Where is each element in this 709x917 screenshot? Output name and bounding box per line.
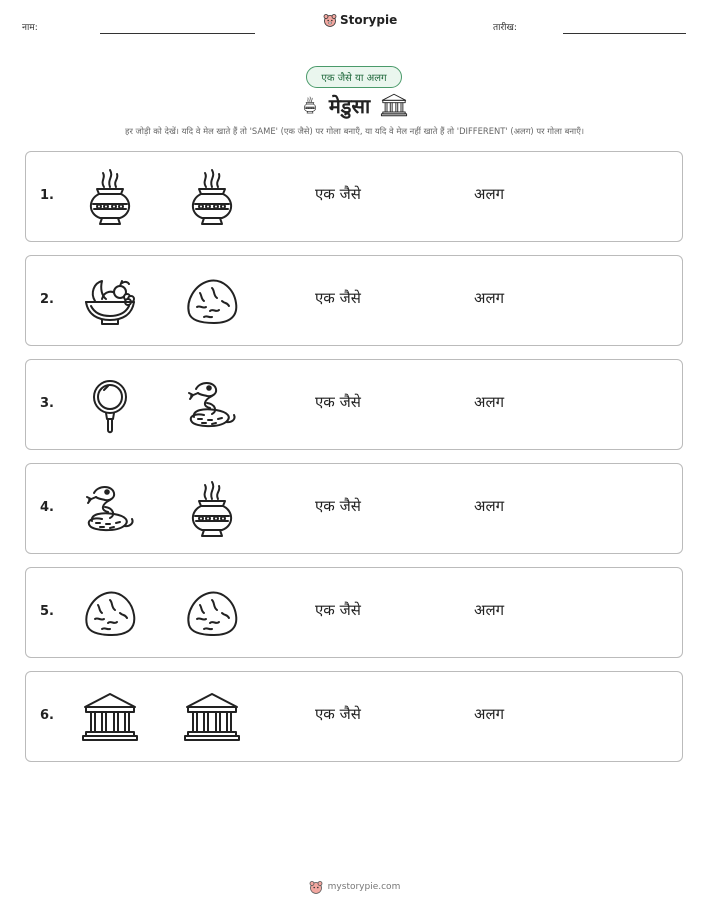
different-option[interactable]: अलग bbox=[474, 497, 505, 515]
pot-icon bbox=[80, 167, 140, 227]
same-option[interactable]: एक जैसे bbox=[315, 393, 361, 411]
row-number: 3. bbox=[40, 396, 54, 411]
storypie-mascot-icon bbox=[323, 13, 337, 27]
exercise-row bbox=[25, 671, 683, 762]
snake-icon bbox=[182, 375, 242, 435]
rock-icon bbox=[182, 583, 242, 643]
temple-icon bbox=[380, 91, 408, 119]
title-row bbox=[0, 88, 709, 122]
same-option[interactable]: एक जैसे bbox=[315, 289, 361, 307]
date-label: तारीख: bbox=[493, 23, 517, 33]
same-option[interactable]: एक जैसे bbox=[315, 497, 361, 515]
row-number: 4. bbox=[40, 500, 54, 515]
row-number: 1. bbox=[40, 188, 54, 203]
different-option[interactable]: अलग bbox=[474, 185, 505, 203]
footer bbox=[0, 880, 709, 894]
snake-icon bbox=[80, 479, 140, 539]
temple-icon bbox=[80, 687, 140, 747]
exercise-row bbox=[25, 567, 683, 658]
pot-icon bbox=[182, 167, 242, 227]
storypie-mascot-icon bbox=[309, 880, 323, 894]
fruit-bowl-icon bbox=[80, 271, 140, 331]
different-option[interactable]: अलग bbox=[474, 705, 505, 723]
exercise-row bbox=[25, 255, 683, 346]
name-label: नाम: bbox=[22, 23, 38, 33]
rock-icon bbox=[182, 271, 242, 331]
exercise-row bbox=[25, 359, 683, 450]
instructions: हर जोड़ी को देखें। यदि वे मेल खाते हैं तो 'SAME' (एक जैसे) पर गोला बनाएँ, या यदि वे मेल नहीं खाते हैं तो 'DIFFERENT' (अलग) पर गोला बनाएँ। bbox=[125, 126, 584, 136]
mirror-icon bbox=[80, 375, 140, 435]
different-option[interactable]: अलग bbox=[474, 601, 505, 619]
brand-name: Storypie bbox=[340, 13, 398, 27]
row-number: 5. bbox=[40, 604, 54, 619]
different-option[interactable]: अलग bbox=[474, 393, 505, 411]
worksheet-type-badge: एक जैसे या अलग bbox=[306, 66, 402, 88]
date-line[interactable] bbox=[563, 33, 686, 34]
row-number: 2. bbox=[40, 292, 54, 307]
storypie-logo bbox=[323, 13, 397, 27]
rock-icon bbox=[80, 583, 140, 643]
same-option[interactable]: एक जैसे bbox=[315, 601, 361, 619]
name-line[interactable] bbox=[100, 33, 255, 34]
different-option[interactable]: अलग bbox=[474, 289, 505, 307]
footer-url[interactable]: mystorypie.com bbox=[327, 882, 401, 892]
same-option[interactable]: एक जैसे bbox=[315, 705, 361, 723]
exercise-row bbox=[25, 151, 683, 242]
temple-icon bbox=[182, 687, 242, 747]
page-title: मेडुसा bbox=[328, 93, 371, 118]
pot-icon bbox=[301, 90, 319, 120]
pot-icon bbox=[182, 479, 242, 539]
same-option[interactable]: एक जैसे bbox=[315, 185, 361, 203]
exercise-row bbox=[25, 463, 683, 554]
row-number: 6. bbox=[40, 708, 54, 723]
